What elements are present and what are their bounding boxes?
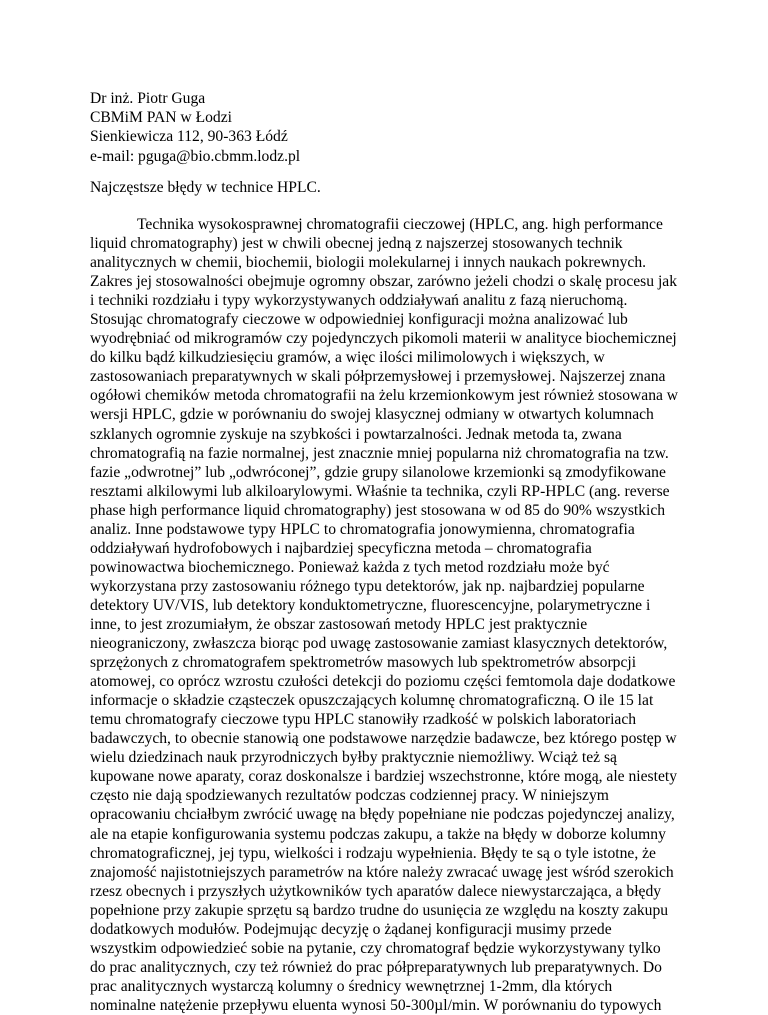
body-line: temu chromatografy cieczowe typu HPLC stanowiły rzadkość w polskich laboratoriach [90, 711, 637, 729]
body-paragraph [90, 215, 690, 1015]
body-line: nieograniczony, zwłaszcza biorąc pod uwagę zastosowanie zamiast klasycznych detektorów, [90, 635, 668, 653]
body-line: wszystkim odpowiedzieć sobie na pytanie, czy chromatograf będzie wykorzystywany tylko [90, 939, 661, 957]
body-line: liquid chromatography) jest w chwili obecnej jedną z najszerzej stosowanych technik [90, 235, 623, 253]
body-line: atomowej, co oprócz wzrostu czułości detekcji do poziomu części femtomola daje dodatkowe [90, 673, 676, 691]
body-line: phase high performance liquid chromatography) jest stosowana w od 85 do 90% wszystkich [90, 501, 666, 519]
body-line: detektory UV/VIS, lub detektory konduktometryczne, fluorescencyjne, polarymetryczne i [90, 596, 651, 614]
body-line: wykorzystana przy zastosowaniu różnego typu detektorów, jak np. najbardziej popularne [90, 577, 645, 595]
author-institution: CBMiM PAN w Łodzi [90, 109, 232, 127]
author-street-address: Sienkiewicza 112, 90-363 Łódź [90, 128, 288, 146]
body-line: prac analitycznych wystarczą kolumny o średnicy wewnętrznej 1-2mm, dla których [90, 977, 613, 995]
author-address-block [90, 89, 300, 166]
body-line: do prac analitycznych, czy też również do prac półpreparatywnych lub preparatywnych. Do [90, 958, 662, 976]
body-line: Stosując chromatografy cieczowe w odpowiedniej konfiguracji można analizować lub [90, 311, 628, 329]
body-line: informacje o składzie cząsteczek opuszczających kolumnę chromatograficzną. O ile 15 lat [90, 692, 654, 710]
body-line: wyodrębniać od mikrogramów czy pojedynczych pikomoli materii w analityce biochemicznej [90, 330, 677, 348]
body-line: często nie dają spodziewanych rezultatów podczas codziennej pracy. W niniejszym [90, 787, 609, 805]
body-line: sprzężonych z chromatografem spektrometrów masowych lub spektrometrów absorpcji [90, 654, 637, 672]
body-line: zastosowaniach preparatywnych w skali półprzemysłowej i przemysłowej. Najszerzej znana [90, 368, 666, 386]
body-line: i techniki rozdziału i typy wykorzystywanych oddziaływań analitu z fazą nieruchomą. [90, 292, 628, 310]
body-line: analitycznych w chemii, biochemii, biologii molekularnej i innych naukach pokrewnych. [90, 254, 647, 272]
body-line: resztami alkilowymi lub alkiloarylowymi. Właśnie ta technika, czyli RP-HPLC (ang. reverse [90, 482, 670, 500]
body-line: wielu dziedzinach nauk przyrodniczych byłby praktycznie niemożliwy. Wciąż też są [90, 749, 617, 767]
body-line: ogółowi chemików metoda chromatografii na żelu krzemionkowym jest również stosowana w [90, 387, 679, 405]
body-line: Zakres jej stosowalności obejmuje ogromny obszar, zarówno jeżeli chodzi o skalę procesu jak [90, 273, 677, 291]
body-line: kupowane nowe aparaty, coraz doskonalsze i bardziej wszechstronne, które mogą, ale niestety [90, 768, 677, 786]
body-line: fazie „odwrotnej” lub „odwróconej”, gdzie grupy silanolowe krzemionki są zmodyfikowane [90, 463, 666, 481]
body-line: do kilku bądź kilkudziesięciu gramów, a więc ilości milimolowych i większych, w [90, 349, 605, 367]
body-line: badawczych, to obecnie stanowią one podstawowe narzędzie badawcze, bez którego postęp w [90, 730, 677, 748]
body-line: analiz. Inne podstawowe typy HPLC to chromatografia jonowymienna, chromatografia [90, 520, 635, 538]
body-line: inne, to jest zrozumiałym, że obszar zastosowań metody HPLC jest praktycznie [90, 615, 588, 633]
body-line: wersji HPLC, gdzie w porównaniu do swojej klasycznej odmiany w otwartych kolumnach [90, 406, 654, 424]
body-line: znajomość najistotniejszych parametrów na które należy zwracać uwagę jest wśród szerokich [90, 863, 674, 881]
author-email: e-mail: pguga@bio.cbmm.lodz.pl [90, 147, 301, 165]
body-line: rzesz obecnych i przyszłych użytkowników tych aparatów dalece niewystarczająca, a błędy [90, 882, 662, 900]
body-line: dodatkowych modułów. Podejmując decyzję o żądanej konfiguracji musimy przede [90, 920, 612, 938]
body-line: chromatografią na fazie normalnej, jest znacznie mniej popularna niż chromatografia na tzw. [90, 444, 669, 462]
body-line: powinowactwa biochemicznego. Ponieważ każda z tych metod rozdziału może być [90, 558, 610, 576]
body-line: nominalne natężenie przepływu eluenta wynosi 50-300µl/min. W porównaniu do typowych [90, 996, 662, 1014]
author-name: Dr inż. Piotr Guga [90, 90, 206, 107]
body-line: opracowaniu chciałbym zwrócić uwagę na błędy popełniane nie podczas pojedynczej analizy, [90, 806, 675, 824]
body-line: chromatograficznej, jej typu, wielkości i rodzaju wypełnienia. Błędy te są o tyle istotne, że [90, 844, 656, 862]
body-line: popełnione przy zakupie sprzętu są bardzo trudne do usunięcia ze względu na koszty zakupu [90, 901, 669, 919]
body-line: szklanych ogromnie zyskuje na szybkości i powtarzalności. Jednak metoda ta, zwana [90, 425, 622, 443]
body-line: oddziaływań hydrofobowych i najbardziej specyficzna metoda – chromatografia [90, 539, 592, 557]
body-line: ale na etapie konfigurowania systemu podczas zakupu, a także na błędy w doborze kolumny [90, 825, 666, 843]
document-title: Najczęstsze błędy w technice HPLC. [90, 179, 321, 196]
body-line: Technika wysokosprawnej chromatografii cieczowej (HPLC, ang. high performance [137, 216, 663, 233]
